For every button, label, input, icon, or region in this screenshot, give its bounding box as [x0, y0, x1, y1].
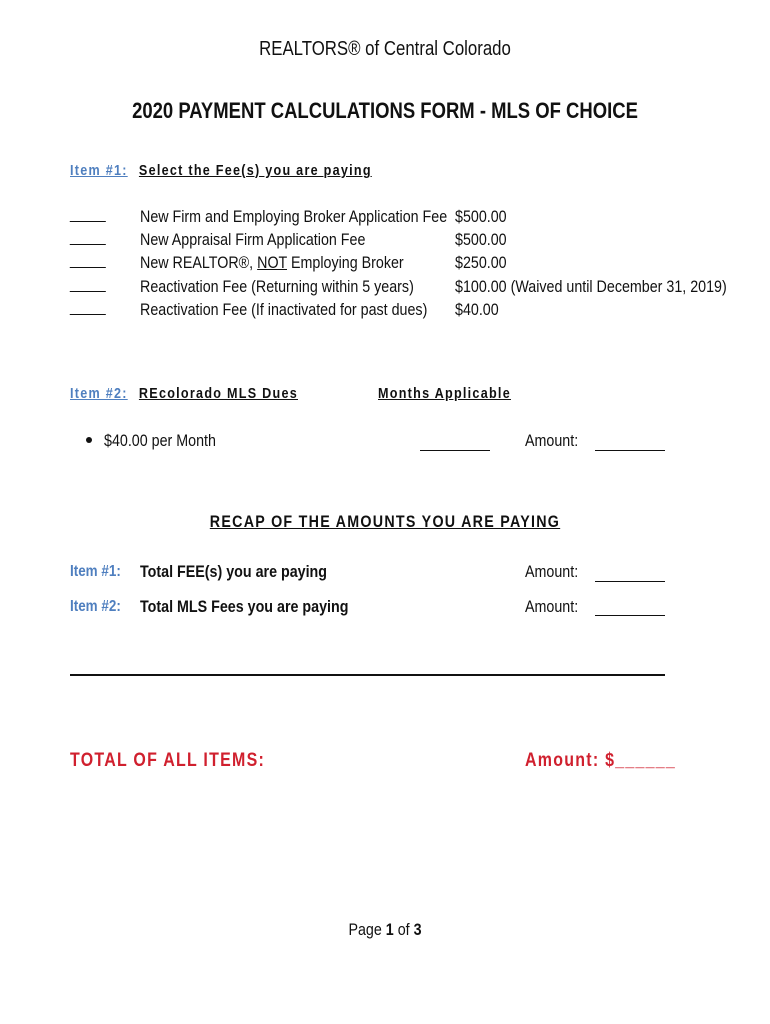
recap-item1-amount-label: Amount:: [525, 562, 579, 581]
organization-name: REALTORS® of Central Colorado: [259, 38, 511, 60]
fee-blank[interactable]: ____: [70, 229, 106, 246]
item1-label: Item #1:: [70, 162, 128, 179]
recap-item1-description: Total FEE(s) you are paying: [140, 562, 328, 581]
fee-price: $100.00 (Waived until December 31, 2019): [455, 277, 727, 296]
amount-input-line[interactable]: [595, 450, 665, 451]
page-number: Page 1 of 3: [348, 920, 422, 939]
section-divider: [70, 674, 665, 676]
fee-price: $250.00: [455, 253, 507, 272]
recap-title: RECAP OF THE AMOUNTS YOU ARE PAYING: [209, 512, 561, 531]
fee-price: $40.00: [455, 300, 499, 319]
emphasis-not: NOT: [257, 253, 288, 272]
fee-name: Reactivation Fee (Returning within 5 years): [140, 277, 414, 296]
fee-blank[interactable]: ____: [70, 252, 106, 269]
recap-item1-amount-line[interactable]: [595, 581, 665, 582]
amount-label: Amount:: [525, 431, 579, 450]
item1-heading: [70, 162, 372, 180]
form-title: 2020 PAYMENT CALCULATIONS FORM - MLS OF CHOICE: [132, 98, 638, 123]
item1-description: Select the Fee(s) you are paying: [138, 162, 372, 179]
fee-name: New Appraisal Firm Application Fee: [140, 230, 366, 249]
fee-price: $500.00: [455, 207, 507, 226]
item2-heading: [70, 385, 298, 403]
recap-item2-description: Total MLS Fees you are paying: [140, 597, 349, 616]
mls-dues-rate: $40.00 per Month: [104, 431, 216, 450]
fee-name: New REALTOR®, NOT Employing Broker: [140, 253, 404, 272]
item2-description: REcolorado MLS Dues: [138, 385, 298, 402]
recap-item2-amount-label: Amount:: [525, 597, 579, 616]
item2-label: Item #2:: [70, 385, 128, 402]
recap-item2-label: Item #2:: [70, 598, 121, 615]
fee-blank[interactable]: ____: [70, 276, 106, 293]
bullet-icon: [86, 437, 92, 443]
recap-item2-amount-line[interactable]: [595, 615, 665, 616]
fee-blank[interactable]: ____: [70, 206, 106, 223]
fee-price: $500.00: [455, 230, 507, 249]
months-applicable-header: Months Applicable: [378, 385, 511, 402]
total-amount[interactable]: Amount: $______: [525, 750, 677, 771]
fee-blank[interactable]: ____: [70, 299, 106, 316]
total-label: TOTAL OF ALL ITEMS:: [70, 750, 266, 771]
fee-name: New Firm and Employing Broker Application Fee: [140, 207, 448, 226]
months-input-line[interactable]: [420, 450, 490, 451]
fee-name: Reactivation Fee (If inactivated for past dues): [140, 300, 428, 319]
recap-item1-label: Item #1:: [70, 563, 121, 580]
